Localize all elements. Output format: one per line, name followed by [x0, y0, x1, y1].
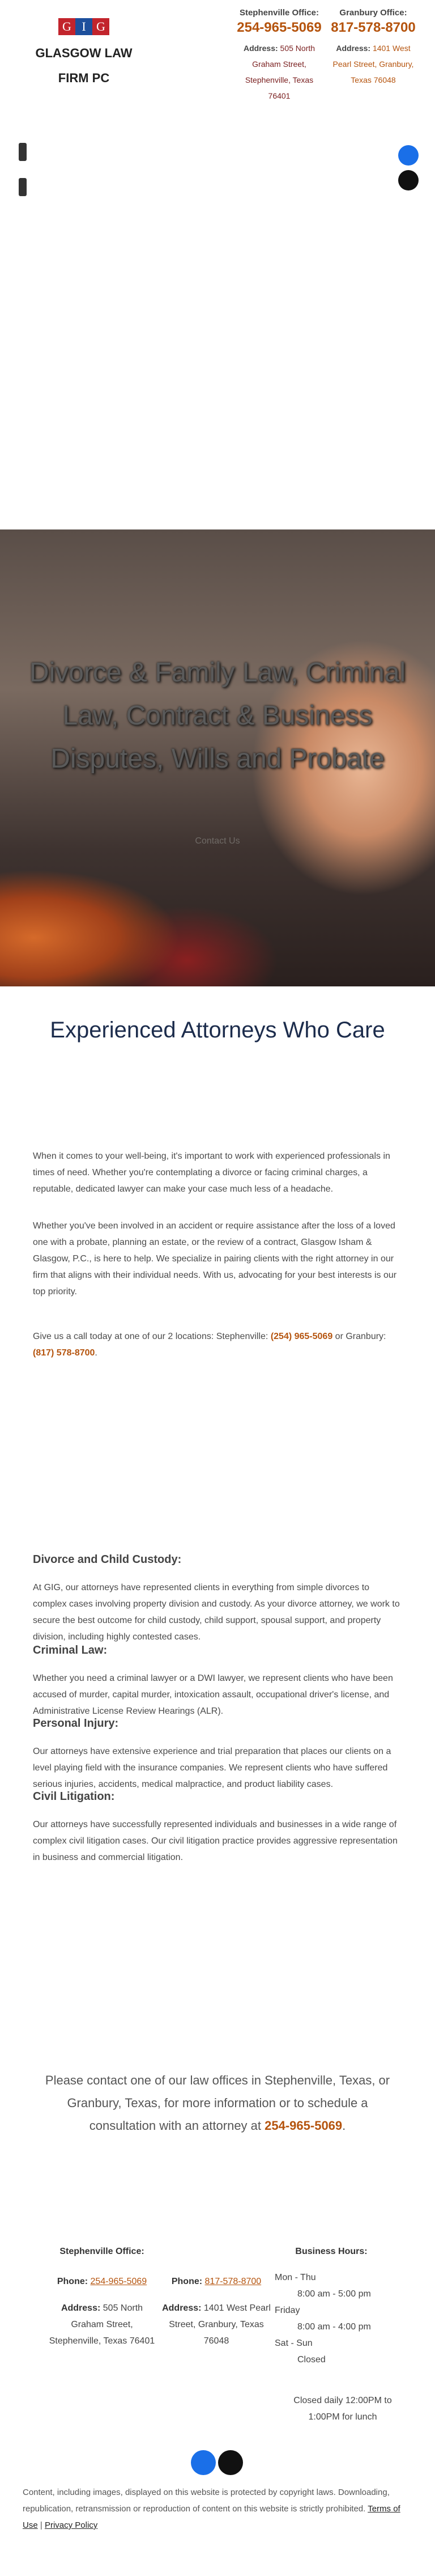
intro-paragraph: When it comes to your well-being, it's important to work with experienced professionals in times of need. Whether you're contemplating a divorce or facing criminal charges, a reputable, dedicated lawyer can make your case much less of a headache. [33, 1151, 390, 1194]
call-text: Give us a call today at one of our 2 locations: Stephenville: [33, 1332, 271, 1341]
footer-granbury-phone [165, 2273, 267, 2290]
firm-logo[interactable] [58, 18, 109, 35]
phone-label: Phone: [171, 2277, 203, 2286]
footer-heading: Stephenville Office: [59, 2247, 144, 2256]
contact-paragraph [33, 2069, 402, 2137]
lunch-note: Closed daily 12:00PM to 1:00PM for lunch [293, 2396, 392, 2422]
contact-us-button[interactable]: Contact Us [195, 836, 240, 846]
contact-phone-link[interactable]: 254-965-5069 [265, 2119, 343, 2133]
footer-stephenville-phone [45, 2273, 159, 2290]
address-label: Address: [61, 2303, 101, 2313]
office-address [328, 40, 419, 88]
hours-days: Friday [275, 2306, 300, 2315]
footer-stephenville-heading [45, 2243, 159, 2260]
privacy-policy-link[interactable]: Privacy Policy [44, 2520, 98, 2530]
hours-time: 8:00 am - 5:00 pm [297, 2289, 371, 2299]
copyright-text: Content, including images, displayed on this website is protected by copyright laws. Downloading, republication, retransmission or reproduction of content on this website is strictly prohibited. [23, 2488, 390, 2514]
office-name: Stephenville Office: [239, 8, 319, 18]
footer-hours-heading [286, 2243, 377, 2260]
service-text: Our attorneys have successfully represented individuals and businesses in a wide range of complex civil litigation cases. Our civil litigation practice provides aggressive representation in business and commercial litigation. [33, 1820, 398, 1862]
chat-widget-icon[interactable] [398, 145, 419, 166]
office-name: Granbury Office: [339, 8, 407, 18]
section-heading: Experienced Attorneys Who Care [50, 1018, 385, 1043]
logo-letter-g2: G [92, 18, 109, 35]
office-address [234, 40, 325, 104]
address-label: Address: [336, 44, 371, 53]
granbury-office-block [328, 8, 419, 88]
footer-granbury-address [160, 2300, 273, 2349]
hero-banner [0, 529, 435, 986]
accessibility-widget-icon[interactable] [398, 170, 419, 190]
hours-time: 8:00 am - 4:00 pm [297, 2322, 371, 2332]
hours-days: Sat - Sun [275, 2338, 313, 2348]
stephenville-phone-link[interactable]: 254-965-5069 [237, 20, 322, 35]
accessibility-widget-icon[interactable] [218, 2450, 243, 2475]
footer-stephenville-address [45, 2300, 159, 2349]
hours-days: Mon - Thu [275, 2273, 316, 2282]
contact-text: Please contact one of our law offices in Stephenville, Texas, or Granbury, Texas, for more information or to schedule a consultation with an attorney at [45, 2073, 390, 2133]
footer-heading: Business Hours: [295, 2247, 368, 2256]
chat-widget-icon[interactable] [191, 2450, 216, 2475]
granbury-phone-link[interactable]: (817) 578-8700 [33, 1348, 95, 1358]
intro-paragraph: Whether you've been involved in an accident or require assistance after the loss of a loved one with a probate, planning an estate, or the review of a contract, Glasgow Isham & Glasgow, P.C., is here to help. We specialize in pairing clients with the right attorney in our firm that aligns with their individual needs. With us, advocating for your best interests is our top priority. [33, 1221, 397, 1297]
address-label: Address: [162, 2303, 202, 2313]
service-title: Divorce and Child Custody: [33, 1553, 182, 1566]
contact-text: . [342, 2119, 346, 2133]
address-text: 1401 West Pearl Street, Granbury, Texas 76048 [332, 44, 414, 84]
call-paragraph [33, 1328, 402, 1361]
call-text: . [95, 1348, 97, 1358]
stephenville-phone-link[interactable]: (254) 965-5069 [270, 1332, 333, 1341]
service-text: Whether you need a criminal lawyer or a DWI lawyer, we represent clients who have been accused of murder, capital murder, intoxication assault, occupational driver's license, and Administrative License Review Hearings (ALR). [33, 1673, 393, 1716]
granbury-phone-link[interactable]: 817-578-8700 [331, 20, 416, 35]
service-title: Personal Injury: [33, 1717, 119, 1730]
firm-name: GLASGOW LAW FIRM PC [35, 46, 133, 85]
side-tab-handle[interactable] [19, 178, 27, 196]
service-text: At GIG, our attorneys have represented clients in everything from simple divorces to complex cases involving property division and custody. As your divorce attorney, we work to secure the best outcome for child custody, child support, spousal support, and property division, including highly contested cases. [33, 1583, 400, 1642]
address-text: 505 North Graham Street, Stephenville, Texas 76401 [245, 44, 315, 100]
logo-letter-g1: G [58, 18, 75, 35]
copyright-notice [23, 2484, 413, 2533]
service-title: Civil Litigation: [33, 1790, 115, 1803]
business-hours-list [275, 2269, 405, 2368]
address-label: Address: [243, 44, 278, 53]
service-text: Our attorneys have extensive experience and trial preparation that places our clients on a level playing field with the insurance companies. We represent clients who have suffered serious injuries, accidents, medical malpractice, and product liability cases. [33, 1747, 391, 1789]
stephenville-phone-link[interactable]: 254-965-5069 [90, 2277, 147, 2286]
logo-letter-i: I [75, 18, 92, 35]
hours-time: Closed [297, 2355, 326, 2365]
stephenville-office-block [234, 8, 325, 104]
terms-of-use-link[interactable]: Terms of Use [23, 2504, 400, 2530]
granbury-phone-link[interactable]: 817-578-8700 [204, 2277, 262, 2286]
address-text: 505 North Graham Street, Stephenville, Texas 76401 [49, 2303, 155, 2346]
call-text: or Granbury: [332, 1332, 386, 1341]
service-title: Criminal Law: [33, 1644, 108, 1656]
side-tab-handle[interactable] [19, 143, 27, 161]
address-text: 1401 West Pearl Street, Granbury, Texas 76048 [169, 2303, 271, 2346]
phone-label: Phone: [57, 2277, 88, 2286]
hero-title: Divorce & Family Law, Criminal Law, Contract & Business Disputes, Wills and Probate [29, 658, 406, 774]
link-separator: | [40, 2520, 42, 2530]
